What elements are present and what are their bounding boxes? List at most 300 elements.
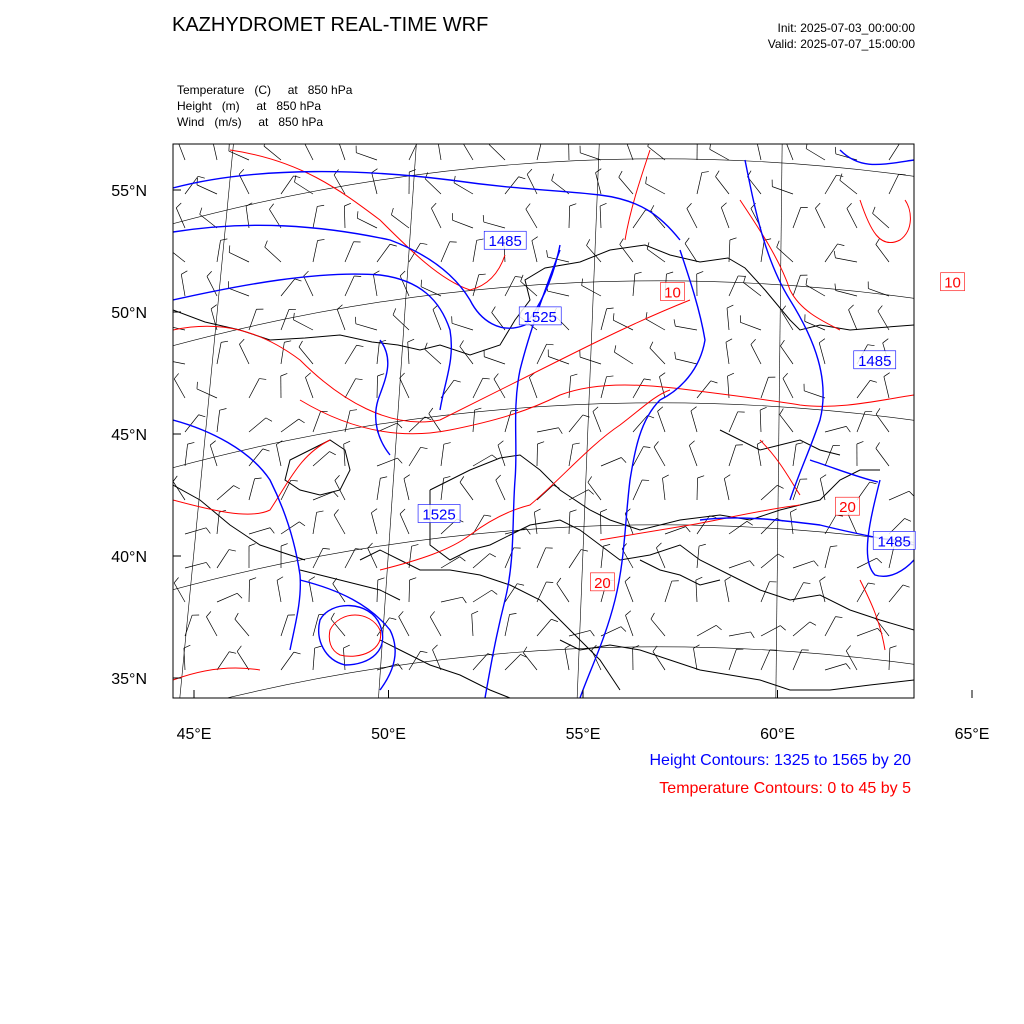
wind-barb-flag xyxy=(420,651,427,652)
wind-barb xyxy=(724,478,729,500)
wind-barb xyxy=(601,546,603,568)
wind-barb-flag xyxy=(724,475,730,479)
wind-barb-flag xyxy=(619,171,622,177)
wind-barb-flag xyxy=(820,475,826,479)
wind-barb-flag xyxy=(250,578,257,580)
wind-barb-flag xyxy=(835,147,836,154)
wind-barb-flag xyxy=(890,646,897,648)
wind-barb xyxy=(693,648,697,670)
wind-barb xyxy=(505,614,510,636)
wind-barb xyxy=(650,348,665,364)
wind-barb-flag xyxy=(606,376,613,377)
wind-barb-flag xyxy=(726,339,732,342)
wind-barb xyxy=(313,615,319,636)
wind-barb xyxy=(825,617,835,636)
wind-barb-flag xyxy=(571,374,578,376)
wind-barb xyxy=(505,529,526,534)
height-contour-label: 1525 xyxy=(422,506,456,524)
lat-tick-label: 45°N xyxy=(111,427,147,444)
graticule xyxy=(0,130,1024,720)
wind-barb xyxy=(523,653,537,670)
wind-barb-flag xyxy=(371,509,377,513)
wind-barb-flag xyxy=(210,441,215,445)
wind-barb-flag xyxy=(211,305,217,309)
wind-barb xyxy=(697,546,699,568)
wind-barb-flag xyxy=(750,561,755,566)
wind-barb-flag xyxy=(846,645,850,650)
wind-barb-flag xyxy=(408,339,414,342)
wind-barb xyxy=(249,479,255,500)
wind-barb-flag xyxy=(588,490,593,495)
wind-barb xyxy=(633,274,635,296)
wind-barb-flag xyxy=(323,548,330,549)
wind-barb-flag xyxy=(840,174,842,181)
wind-barb-flag xyxy=(284,341,291,342)
wind-barb xyxy=(726,342,729,364)
wind-barb xyxy=(729,649,736,670)
wind-barb xyxy=(825,445,833,466)
wind-barb xyxy=(313,206,317,228)
wind-barb-flag xyxy=(621,458,626,463)
wind-barb xyxy=(815,208,825,228)
wind-barb-flag xyxy=(806,142,807,149)
wind-barb-flag xyxy=(294,652,301,654)
wind-barb-flag xyxy=(462,597,466,603)
wind-barb xyxy=(276,444,281,466)
wind-barb xyxy=(721,207,729,228)
wind-barb xyxy=(633,415,647,432)
wind-barb xyxy=(780,415,793,432)
wind-barb-flag xyxy=(526,204,530,209)
wind-barb xyxy=(237,651,249,670)
wind-barb xyxy=(527,174,537,194)
wind-barb xyxy=(687,208,697,228)
wind-barb-flag xyxy=(686,527,691,532)
wind-barb-flag xyxy=(299,341,302,347)
wind-barb xyxy=(658,411,665,432)
wind-barb xyxy=(689,445,697,466)
wind-barb-flag xyxy=(870,380,877,382)
wind-barb-flag xyxy=(410,578,417,580)
wind-barb xyxy=(433,310,441,330)
wind-barb-flag xyxy=(590,630,594,636)
wind-barb-flag xyxy=(557,578,561,584)
wind-barb-flag xyxy=(687,203,692,208)
wind-barb-flag xyxy=(814,561,818,566)
wind-barb xyxy=(569,206,570,228)
wind-barb-flag xyxy=(295,279,302,281)
wind-barb xyxy=(785,140,793,160)
wind-barb-flag xyxy=(625,611,630,616)
wind-barb-flag xyxy=(355,317,356,324)
wind-barb xyxy=(744,283,761,296)
wind-barb xyxy=(565,648,569,670)
wind-barb xyxy=(217,240,221,262)
height-contours xyxy=(173,150,914,698)
wind-barb xyxy=(868,289,889,296)
wind-barb-flag xyxy=(372,169,378,173)
wind-barb xyxy=(217,486,234,500)
wind-barb xyxy=(373,274,377,296)
wind-barb-flag xyxy=(697,271,704,274)
wind-barb xyxy=(532,241,537,262)
wind-barb-flag xyxy=(249,544,256,546)
wind-barb xyxy=(472,614,473,636)
wind-barb xyxy=(228,288,249,296)
wind-barb xyxy=(377,342,379,364)
wind-barb xyxy=(697,381,711,398)
wind-barb xyxy=(430,617,441,636)
wind-barb xyxy=(729,276,738,296)
wind-barb xyxy=(217,652,229,670)
wind-barb-flag xyxy=(547,344,554,345)
wind-barb-flag xyxy=(650,342,653,348)
wind-barb-flag xyxy=(378,374,385,376)
wind-barb-flag xyxy=(547,250,548,257)
wind-barb xyxy=(727,308,729,330)
wind-barb-flag xyxy=(460,557,465,561)
wind-barb xyxy=(761,650,770,670)
wind-barb xyxy=(537,344,547,364)
wind-barb-flag xyxy=(389,618,396,620)
wind-barb-flag xyxy=(658,407,663,412)
wind-barb xyxy=(793,207,801,228)
wind-barb xyxy=(889,491,909,500)
wind-barb-flag xyxy=(173,476,177,482)
wind-barb-flag xyxy=(492,307,496,313)
wind-barb-flag xyxy=(835,617,842,618)
wind-barb-flag xyxy=(600,509,606,512)
wind-barb-flag xyxy=(331,613,334,619)
wind-barb xyxy=(825,426,846,432)
wind-barb-flag xyxy=(163,318,164,325)
wind-barb xyxy=(625,139,633,160)
wind-barb-flag xyxy=(847,203,852,208)
wind-barb xyxy=(757,444,761,466)
wind-barb xyxy=(505,411,511,432)
wind-barb xyxy=(344,206,345,228)
wind-barb xyxy=(729,445,736,466)
wind-barb xyxy=(185,615,192,636)
wind-barb xyxy=(441,478,444,500)
wind-barb-flag xyxy=(429,408,433,414)
wind-barb xyxy=(345,345,357,364)
wind-barb xyxy=(777,247,793,262)
wind-barb xyxy=(409,651,420,670)
wind-barb xyxy=(761,518,777,534)
wind-barb xyxy=(793,444,796,466)
wind-barb-flag xyxy=(418,140,425,141)
wind-barb-flag xyxy=(492,455,497,459)
wind-barb xyxy=(452,323,473,330)
wind-barb xyxy=(249,418,266,432)
wind-barb-flag xyxy=(868,583,875,584)
wind-barb xyxy=(281,652,294,670)
wind-barb-flag xyxy=(188,442,195,444)
wind-barb-flag xyxy=(570,510,577,512)
wind-barb-flag xyxy=(462,136,466,141)
wind-barb-flag xyxy=(412,544,419,546)
wind-barb-flag xyxy=(693,645,699,648)
wind-barb xyxy=(473,378,483,398)
wind-barb-flag xyxy=(656,543,661,548)
wind-barb-flag xyxy=(444,476,451,478)
wind-barb xyxy=(697,625,716,636)
wind-barb-flag xyxy=(532,237,538,241)
wind-barb-flag xyxy=(697,136,704,138)
wind-barb xyxy=(377,478,380,500)
wind-barb xyxy=(751,344,761,364)
wind-barb xyxy=(825,244,838,262)
wind-barb xyxy=(409,580,410,602)
wind-barb-flag xyxy=(239,169,244,174)
wind-barb xyxy=(217,550,229,568)
wind-barb xyxy=(625,581,633,602)
wind-barb-flag xyxy=(335,475,340,480)
wind-barb-flag xyxy=(716,625,721,630)
wind-barb xyxy=(277,580,281,602)
wind-barb-flag xyxy=(559,428,563,434)
wind-barb xyxy=(587,245,601,262)
wind-barb xyxy=(409,140,418,160)
wind-barb xyxy=(454,183,473,194)
wind-barb-flag xyxy=(873,207,875,214)
wind-barb-flag xyxy=(780,340,784,346)
wind-barb xyxy=(249,309,256,330)
wind-barb xyxy=(239,174,249,194)
wind-barb-flag xyxy=(552,174,554,181)
wind-barb-flag xyxy=(659,373,665,377)
wind-barb-flag xyxy=(221,341,228,342)
wind-barb xyxy=(582,285,601,296)
wind-barb xyxy=(281,342,284,364)
wind-barb xyxy=(761,240,764,262)
wind-barb-flag xyxy=(600,203,606,206)
wind-barb-flag xyxy=(409,170,416,172)
wind-barb xyxy=(174,583,185,602)
wind-barb xyxy=(760,410,761,432)
wind-barb xyxy=(537,485,553,500)
wind-barb-flag xyxy=(206,562,210,568)
wind-barb xyxy=(710,149,729,160)
wind-barb-flag xyxy=(796,443,803,445)
wind-barb xyxy=(235,619,249,636)
wind-barb xyxy=(601,458,621,466)
wind-barb-flag xyxy=(212,135,218,139)
wind-barb xyxy=(217,593,237,602)
wind-barb xyxy=(331,619,345,636)
wind-barb-flag xyxy=(877,558,882,563)
wind-barb xyxy=(857,412,865,432)
wind-barb xyxy=(790,512,793,534)
temperature-legend: Temperature Contours: 0 to 45 by 5 xyxy=(659,780,911,797)
wind-barb-flag xyxy=(330,452,336,455)
field-height: Height (m) at 850 hPa xyxy=(177,99,322,113)
wind-barb xyxy=(265,247,281,262)
wind-barb-flag xyxy=(569,135,575,138)
wind-barb-flag xyxy=(206,611,211,616)
wind-barb xyxy=(625,615,633,636)
wind-barb xyxy=(313,548,323,568)
wind-barb xyxy=(431,208,441,228)
wind-barb-flag xyxy=(727,305,733,308)
wind-barb-flag xyxy=(870,482,877,484)
wind-barb-flag xyxy=(876,408,880,414)
wind-barb xyxy=(473,455,492,466)
wind-barb xyxy=(569,444,573,466)
wind-barb xyxy=(857,380,870,398)
wind-barb-flag xyxy=(404,475,410,479)
wind-barb xyxy=(400,378,409,398)
wind-barb-flag xyxy=(350,410,357,411)
wind-barb-flag xyxy=(646,177,647,184)
wind-barb-flag xyxy=(747,521,753,525)
wind-barb-flag xyxy=(588,476,592,482)
wind-barb-flag xyxy=(696,577,702,580)
wind-barb xyxy=(303,140,313,160)
wind-barb-flag xyxy=(229,652,236,654)
wind-barb xyxy=(246,206,249,228)
wind-barb xyxy=(857,628,878,636)
wind-barb-flag xyxy=(421,280,422,287)
wind-barb xyxy=(281,615,288,636)
wind-barb-flag xyxy=(378,578,385,580)
temperature-contour-label: 20 xyxy=(594,574,611,592)
wind-barb-flag xyxy=(315,646,322,648)
wind-barb-flag xyxy=(356,379,363,380)
wind-barb-flag xyxy=(460,340,464,346)
wind-barb-flag xyxy=(432,645,437,650)
wind-barb xyxy=(820,581,825,602)
temperature-contour-label: 10 xyxy=(664,284,681,302)
height-contour-label: 1525 xyxy=(523,308,557,326)
lon-tick-label: 50°E xyxy=(371,726,406,743)
wind-barb xyxy=(569,376,571,398)
wind-barb xyxy=(372,173,377,194)
wind-barb xyxy=(185,444,188,466)
wind-barb xyxy=(343,648,345,670)
wind-barb-flag xyxy=(483,215,484,222)
wind-barb-flag xyxy=(830,546,837,547)
wind-barb-flag xyxy=(477,239,484,240)
wind-barb-flag xyxy=(492,590,498,594)
wind-barb xyxy=(313,240,318,262)
wind-barb-flag xyxy=(527,169,532,174)
wind-barb-flag xyxy=(177,135,182,140)
wind-barb xyxy=(697,173,702,194)
wind-barb-flag xyxy=(281,373,288,376)
wind-barb xyxy=(441,557,460,568)
wind-barb xyxy=(249,379,259,398)
wind-barb xyxy=(537,139,542,160)
wind-barb xyxy=(460,346,473,364)
wind-barb-flag xyxy=(206,528,210,534)
wind-barb xyxy=(557,584,569,602)
wind-barb-flag xyxy=(317,511,324,512)
wind-barb xyxy=(338,139,345,160)
wind-barb xyxy=(756,139,761,160)
wind-barb-flag xyxy=(613,313,614,320)
temperature-contour-label: 20 xyxy=(839,499,856,517)
wind-barb xyxy=(761,554,778,568)
wind-barb-flag xyxy=(836,175,843,176)
wind-barb-flag xyxy=(397,423,402,428)
wind-barb-flag xyxy=(460,476,464,482)
wind-barb xyxy=(313,492,333,500)
wind-barb xyxy=(460,482,473,500)
wind-barb-flag xyxy=(259,379,266,380)
wind-barb xyxy=(281,419,299,432)
wind-barb-flag xyxy=(582,279,583,286)
wind-barb xyxy=(177,139,185,160)
wind-barb xyxy=(197,389,217,398)
wind-barb-flag xyxy=(820,577,826,581)
wind-barb-flag xyxy=(903,585,910,587)
wind-barb-flag xyxy=(454,380,461,382)
wind-barb-flag xyxy=(689,441,694,446)
wind-barb xyxy=(772,187,793,194)
wind-barb xyxy=(569,415,583,432)
wind-barb-flag xyxy=(699,544,706,546)
wind-barb-flag xyxy=(815,203,820,208)
wind-barb xyxy=(884,377,889,398)
wind-barb-flag xyxy=(398,458,403,463)
wind-barb-flag xyxy=(220,408,227,410)
wind-barb xyxy=(761,377,768,398)
wind-barb-flag xyxy=(277,577,283,581)
wind-barb-flag xyxy=(229,245,230,252)
wind-barb-flag xyxy=(620,239,624,245)
wind-barb-flag xyxy=(431,203,436,208)
wind-barb-flag xyxy=(625,135,630,140)
wind-barb xyxy=(334,515,345,534)
wind-barb xyxy=(725,580,729,602)
wind-barb-flag xyxy=(744,276,746,283)
wind-barb xyxy=(793,650,802,670)
wind-barb xyxy=(345,242,354,262)
wind-barb xyxy=(537,619,551,636)
wind-barb-flag xyxy=(603,544,610,546)
wind-barb-flag xyxy=(666,272,673,274)
wind-barb xyxy=(793,622,810,636)
wind-barb xyxy=(313,411,321,432)
wind-barb-flag xyxy=(299,522,305,526)
wind-barb xyxy=(484,222,505,228)
wind-barb xyxy=(174,379,185,398)
init-time: Init: 2025-07-03_00:00:00 xyxy=(777,21,915,35)
wind-barb xyxy=(357,218,377,228)
field-temperature: Temperature (C) at 850 hPa xyxy=(177,83,353,97)
wind-barb-flag xyxy=(235,613,238,619)
wind-barb xyxy=(600,206,601,228)
lon-tick-label: 45°E xyxy=(176,726,212,743)
wind-barb xyxy=(200,214,217,228)
wind-barb xyxy=(876,244,889,262)
wind-barb-flag xyxy=(725,577,731,581)
wind-barb-flag xyxy=(317,205,324,206)
wind-barb-flag xyxy=(162,353,163,360)
wind-barb xyxy=(484,357,505,364)
lon-tick-label: 65°E xyxy=(954,726,990,743)
wind-barbs xyxy=(162,135,914,670)
wind-barb-flag xyxy=(790,509,796,512)
wind-barb xyxy=(793,561,814,568)
wind-barb xyxy=(804,391,825,398)
wind-barb xyxy=(505,177,519,194)
wind-barb-flag xyxy=(834,251,835,258)
wind-barb xyxy=(197,185,217,194)
wind-barb-flag xyxy=(399,611,404,616)
